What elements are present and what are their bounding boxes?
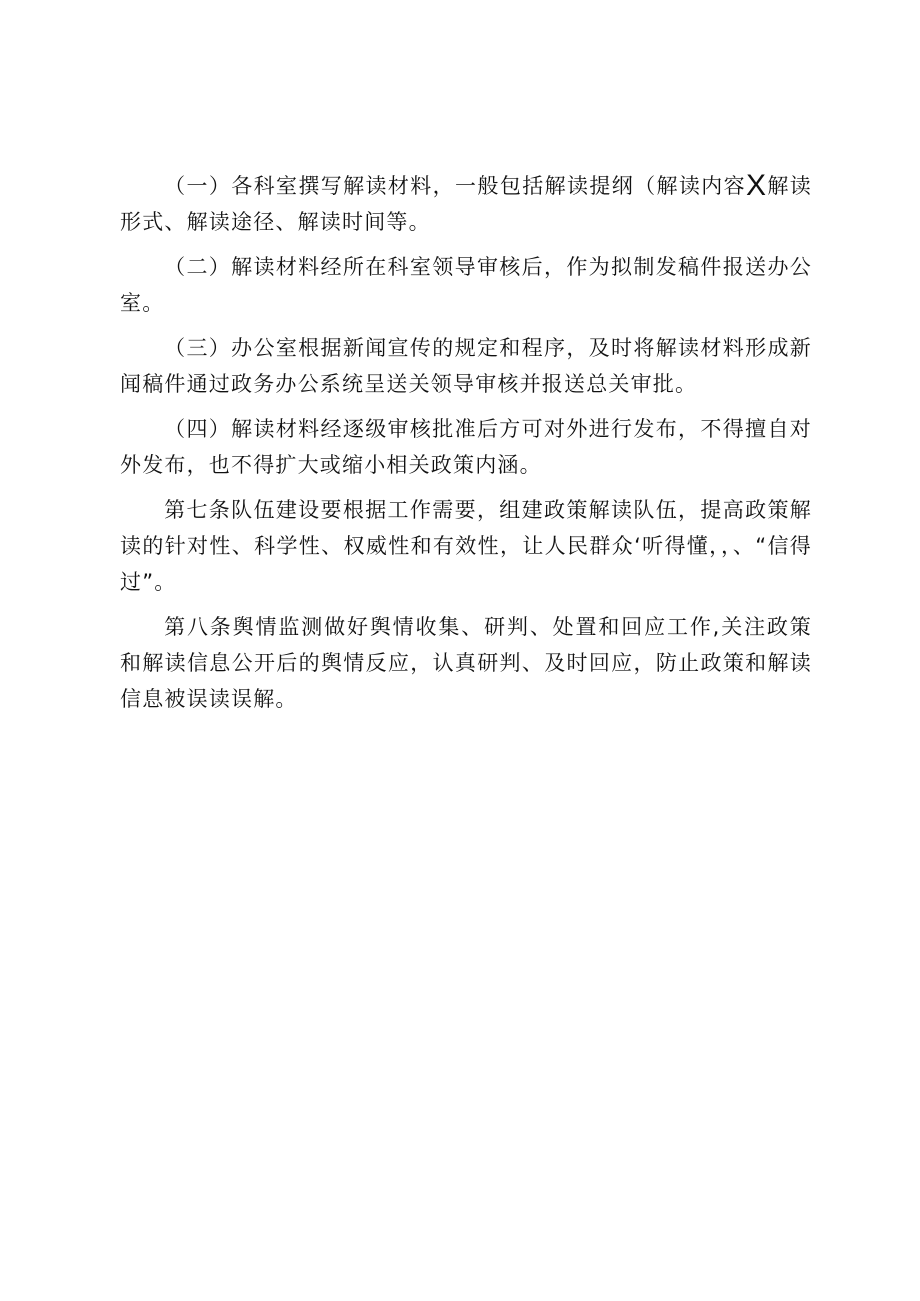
document-body: [120, 168, 812, 726]
paragraph-1-mark: X: [746, 169, 768, 202]
paragraph-1-text-after: 解读形式、解读途径、解读时间等。: [120, 174, 812, 234]
paragraph-3: （三）办公室根据新闻宣传的规定和程序，及时将解读材料形成新闻稿件通过政务办公系统呈送关领导审核并报送总关审批。: [120, 336, 812, 396]
paragraph-2: （二）解读材料经所在科室领导审核后，作为拟制发稿件报送办公室。: [120, 255, 812, 315]
paragraph-4: （四）解读材料经逐级审核批准后方可对外进行发布，不得擅自对外发布，也不得扩大或缩小相关政策内涵。: [120, 417, 812, 477]
paragraph-6: 第八条舆情监测做好舆情收集、研判、处置和回应工作,关注政策和解读信息公开后的舆情反应，认真研判、及时回应，防止政策和解读信息被误读误解。: [120, 615, 812, 711]
paragraph-1-text: （一）各科室撰写解读材料，一般包括解读提纲（解读内容: [164, 174, 747, 198]
paragraph-1: [120, 168, 812, 240]
paragraph-5: 第七条队伍建设要根据工作需要，组建政策解读队伍，提高政策解读的针对性、科学性、权威性和有效性，让人民群众‘听得懂，，、“信得过”。: [120, 498, 812, 594]
